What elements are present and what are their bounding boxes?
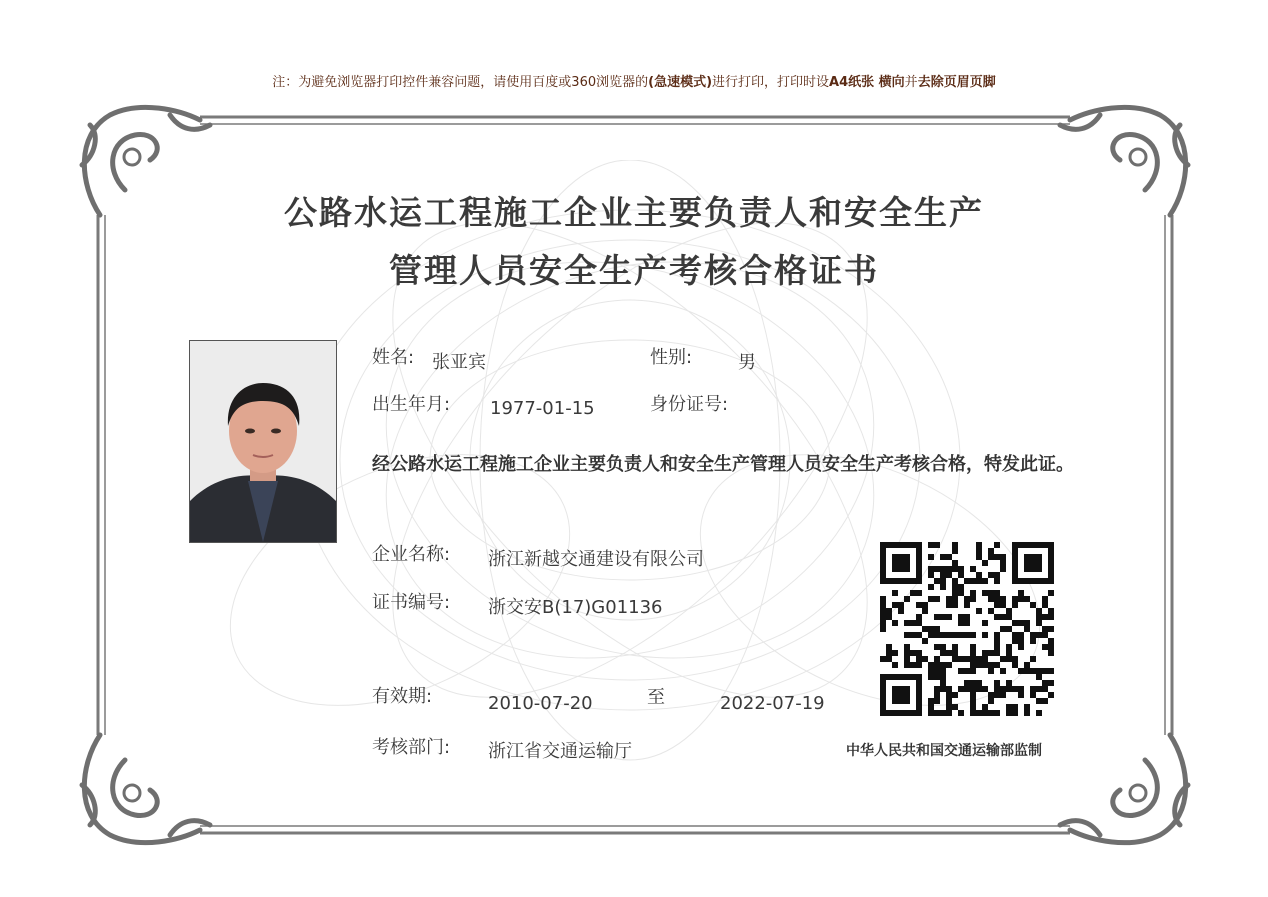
name-value: 张亚宾 xyxy=(432,352,486,373)
print-note-prefix: 注：为避免浏览器打印控件兼容问题，请使用百度或360浏览器的 xyxy=(272,75,649,90)
print-note xyxy=(0,71,1268,90)
print-note-middle: 进行打印，打印时设 xyxy=(712,75,830,90)
print-note-mode: (急速模式) xyxy=(648,75,713,90)
birth-value: 1977-01-15 xyxy=(490,398,595,419)
validity-to: 2022-07-19 xyxy=(720,693,825,714)
print-note-remove: 去除页眉页脚 xyxy=(917,75,996,90)
print-note-join: 并 xyxy=(904,75,918,90)
company-value: 浙江新越交通建设有限公司 xyxy=(488,549,704,570)
name-label: 姓名: xyxy=(372,347,415,368)
certificate-number-value: 浙交安B(17)G01136 xyxy=(488,597,663,618)
certificate-title-line2: 管理人员安全生产考核合格证书 xyxy=(389,251,879,290)
id-number-label: 身份证号: xyxy=(650,394,729,415)
supervisor-text: 中华人民共和国交通运输部监制 xyxy=(846,743,1042,759)
certificate-title-line1: 公路水运工程施工企业主要负责人和安全生产 xyxy=(284,193,984,232)
gender-label: 性别: xyxy=(650,347,693,368)
department-label: 考核部门: xyxy=(372,737,451,758)
validity-to-word: 至 xyxy=(647,687,665,708)
gender-value: 男 xyxy=(738,352,756,373)
ornament-corner-bottom-right xyxy=(1060,735,1188,843)
certification-statement: 经公路水运工程施工企业主要负责人和安全生产管理人员安全生产考核合格，特发此证。 xyxy=(372,454,1074,475)
ornament-corner-bottom-left xyxy=(82,735,210,843)
department-value: 浙江省交通运输厅 xyxy=(488,741,632,762)
company-label: 企业名称: xyxy=(372,544,451,565)
birth-label: 出生年月: xyxy=(372,394,451,415)
validity-from: 2010-07-20 xyxy=(488,693,593,714)
portrait-photo xyxy=(189,340,337,543)
certificate-number-label: 证书编号: xyxy=(372,592,451,613)
print-note-paper: A4纸张 横向 xyxy=(829,75,905,90)
validity-label: 有效期: xyxy=(372,686,433,707)
qr-code-icon xyxy=(880,542,1054,716)
